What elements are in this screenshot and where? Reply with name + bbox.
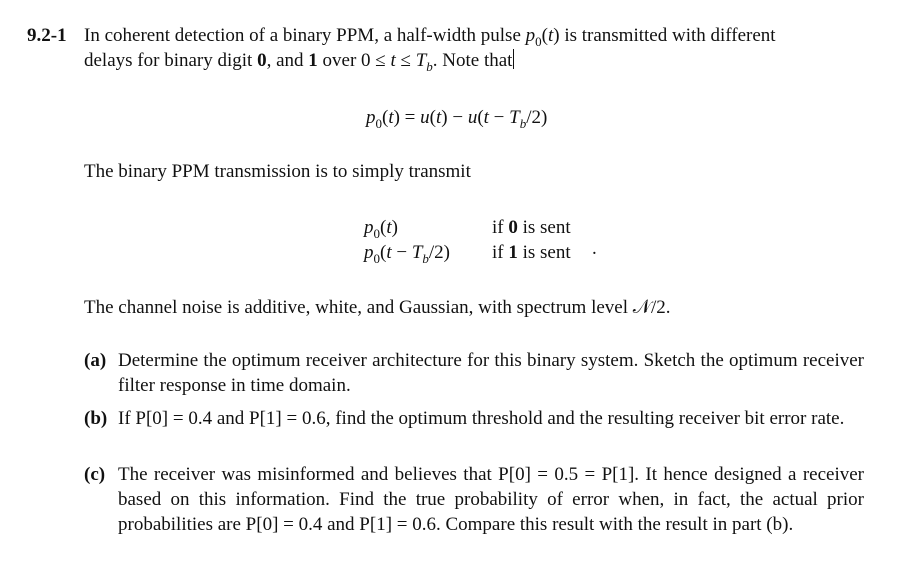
transmission-sentence: The binary PPM transmission is to simply transmit [84,161,471,182]
text-cursor [513,49,514,69]
part-a [84,348,864,400]
part-c-label: (c) [84,464,106,485]
intro-line-1: In coherent detection of a binary PPM, a half-width pulse $p_0(t)$ is transmitted with different [84,25,776,49]
part-c-text: The receiver was misinformed and believes that P[0] = 0.5 = P[1]. It hence designed a receiver based on this information. Find the true probability of error when, in fact, the actual prior probabilities are P[0] = 0.4 and P[1] = 0.6. Compare this result with the result in part (b). [118,464,864,535]
trailing-period: . [592,238,597,259]
noise-sentence: The channel noise is additive, white, and Gaussian, with spectrum level 𝒩/2. [84,297,671,318]
part-b-text: If P[0] = 0.4 and P[1] = 0.6, find the optimum threshold and the resulting receiver bit error rate. [118,408,845,429]
case-1-condition: if 0 is sent [492,217,571,238]
pulse-equation: $p_0(t) = u(t) - u(t - T_b/2)$ [366,107,548,131]
part-a-label: (a) [84,350,107,371]
case-2-condition: if 1 is sent [492,242,571,263]
case-1-expression: $p_0(t)$ [364,217,398,241]
case-2-expression: $p_0(t - T_b/2)$ [364,242,451,266]
part-c [84,462,864,566]
problem-number: 9.2-1 [27,25,67,46]
part-b-label: (b) [84,408,108,429]
part-a-text: Determine the optimum receiver architecture for this binary system. Sketch the optimum receiver filter response in time domain. [118,350,864,396]
intro-line-2: delays for binary digit 0, and 1 over $0 \le t \le T_b$. Note that [84,50,513,74]
part-b [84,406,864,458]
